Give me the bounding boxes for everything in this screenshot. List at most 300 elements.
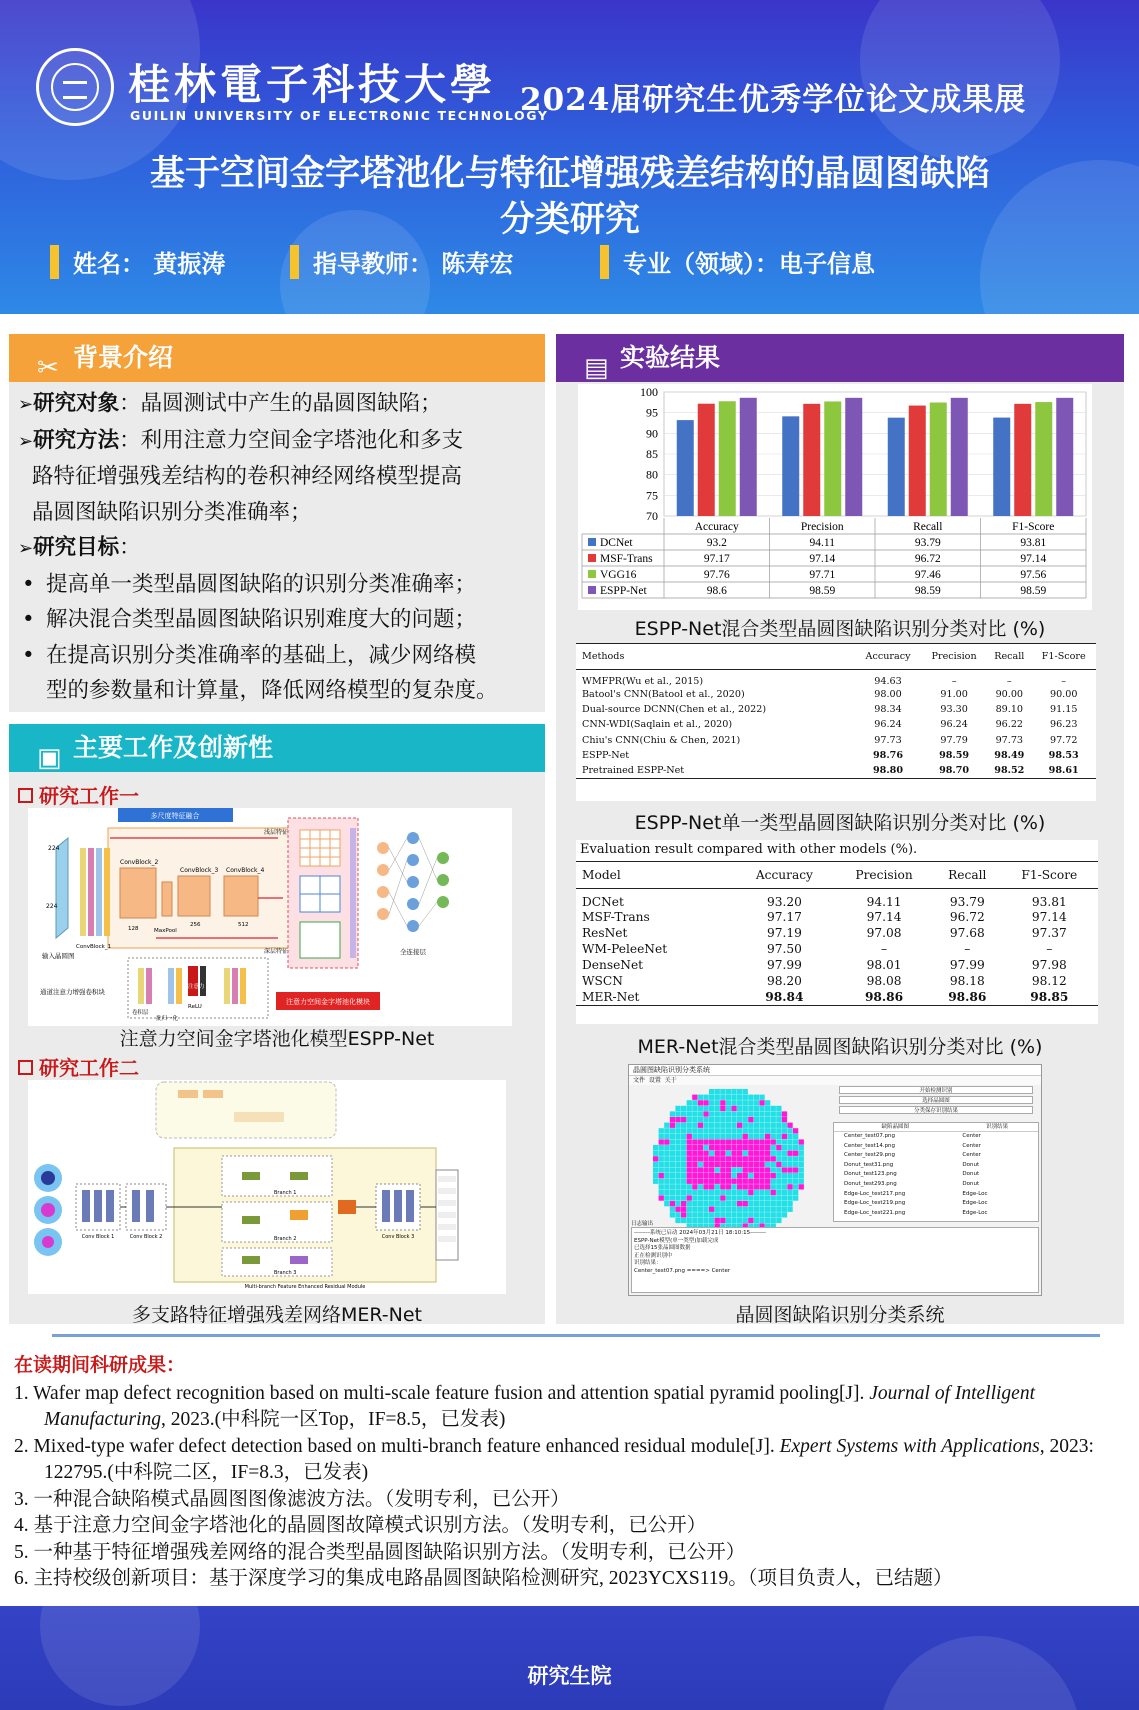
wafer-die bbox=[715, 1095, 720, 1100]
table-row bbox=[576, 989, 1098, 1005]
wafer-die bbox=[776, 1156, 781, 1161]
svg-text:Branch 2: Branch 2 bbox=[274, 1236, 297, 1242]
wafer-die bbox=[698, 1190, 703, 1195]
wafer-die bbox=[670, 1184, 675, 1189]
wafer-die bbox=[703, 1218, 708, 1223]
wafer-die bbox=[681, 1173, 686, 1178]
wafer-die bbox=[782, 1156, 787, 1161]
table-cell: 98.70 bbox=[921, 763, 987, 778]
svg-text:注意力空间金字塔池化模块: 注意力空间金字塔池化模块 bbox=[286, 998, 370, 1006]
wafer-die bbox=[709, 1173, 714, 1178]
wafer-die bbox=[765, 1201, 770, 1206]
university-name-en: GUILIN UNIVERSITY OF ELECTRONIC TECHNOLOGY bbox=[130, 108, 549, 123]
wafer-die bbox=[675, 1145, 680, 1150]
wafer-die bbox=[771, 1151, 776, 1156]
wafer-die bbox=[687, 1173, 692, 1178]
x-category-label: F1-Score bbox=[1012, 521, 1055, 533]
table-cell: 91.15 bbox=[1049, 704, 1078, 716]
wafer-die bbox=[737, 1162, 742, 1167]
author-info: 姓名： 黄振涛 bbox=[50, 244, 225, 282]
wafer-die bbox=[771, 1173, 776, 1178]
list-item[interactable]: Donut_test31.png Donut bbox=[844, 1161, 980, 1168]
table-cell: 98.49 bbox=[994, 749, 1025, 761]
table-cell: – bbox=[1006, 676, 1012, 687]
wafer-die bbox=[715, 1123, 720, 1128]
wafer-die bbox=[715, 1156, 720, 1161]
wafer-die bbox=[726, 1207, 731, 1212]
wafer-die bbox=[664, 1167, 669, 1172]
wafer-die bbox=[675, 1106, 680, 1111]
wafer-die bbox=[754, 1167, 759, 1172]
wafer-die bbox=[765, 1179, 770, 1184]
wafer-die bbox=[737, 1212, 742, 1217]
table-cell: 93.20 bbox=[766, 894, 802, 909]
table-cell: 89.10 bbox=[995, 704, 1024, 716]
wafer-die bbox=[737, 1151, 742, 1156]
data-label: 97.14 bbox=[1020, 553, 1047, 565]
wafer-die bbox=[737, 1184, 742, 1189]
y-tick-label: 85 bbox=[646, 447, 658, 461]
wafer-die bbox=[687, 1134, 692, 1139]
table-row bbox=[576, 670, 1096, 688]
wafer-die bbox=[659, 1167, 664, 1172]
wafer-die bbox=[731, 1123, 736, 1128]
data-label: 98.6 bbox=[706, 585, 727, 597]
system-ui-figure bbox=[628, 1064, 1042, 1296]
wafer-die bbox=[715, 1212, 720, 1217]
wafer-die bbox=[720, 1117, 725, 1122]
wafer-die bbox=[799, 1162, 804, 1167]
list-item[interactable]: Edge-Loc_test219.png Edge-Loc bbox=[844, 1200, 988, 1207]
select-wafer-button[interactable]: 选择晶圆图 bbox=[839, 1096, 1033, 1104]
bar-vgg16 bbox=[719, 401, 736, 516]
wafer-die bbox=[687, 1156, 692, 1161]
wafer-die bbox=[670, 1128, 675, 1133]
wafer-die bbox=[776, 1207, 781, 1212]
wafer-die bbox=[726, 1173, 731, 1178]
wafer-die bbox=[776, 1195, 781, 1200]
wafer-die bbox=[765, 1162, 770, 1167]
wafer-die bbox=[776, 1167, 781, 1172]
wafer-die bbox=[681, 1201, 686, 1206]
publication-item: 1. Wafer map defect recognition based on multi-scale feature fusion and attention spatial pyramid pooling[J]. Journal of Intelligent Manufacturing, 2023.(中科院一区Top，IF=8.5，已发表) bbox=[14, 1382, 1036, 1430]
wafer-die bbox=[787, 1207, 792, 1212]
wafer-die bbox=[709, 1218, 714, 1223]
wafer-die bbox=[748, 1195, 753, 1200]
log-label: 日志输出 bbox=[631, 1221, 654, 1227]
wafer-die bbox=[664, 1173, 669, 1178]
wafer-die bbox=[754, 1218, 759, 1223]
bar-msf-trans bbox=[1014, 404, 1031, 516]
wafer-die bbox=[726, 1195, 731, 1200]
wafer-die bbox=[793, 1184, 798, 1189]
wafer-die bbox=[731, 1201, 736, 1206]
wafer-die bbox=[675, 1190, 680, 1195]
wafer-die bbox=[709, 1184, 714, 1189]
wafer-die bbox=[765, 1117, 770, 1122]
wafer-die bbox=[675, 1134, 680, 1139]
wafer-die bbox=[709, 1162, 714, 1167]
wafer-die bbox=[776, 1179, 781, 1184]
wafer-die bbox=[743, 1117, 748, 1122]
start-detect-button[interactable]: 开始检测识别 bbox=[839, 1086, 1033, 1094]
poster-title-line2: 分类研究 bbox=[499, 200, 640, 240]
table-cell: 98.53 bbox=[1048, 749, 1079, 761]
wafer-die bbox=[737, 1117, 742, 1122]
table-cell: 97.37 bbox=[1031, 925, 1067, 940]
wafer-die bbox=[759, 1151, 764, 1156]
wafer-die bbox=[709, 1212, 714, 1217]
wafer-die bbox=[675, 1212, 680, 1217]
wafer-die bbox=[787, 1167, 792, 1172]
table-cell: 96.72 bbox=[949, 909, 985, 924]
table-header: Precision bbox=[834, 862, 934, 888]
svg-text:批归一化: 批归一化 bbox=[156, 1016, 179, 1022]
wafer-die bbox=[687, 1128, 692, 1133]
wafer-die bbox=[782, 1145, 787, 1150]
wafer-die bbox=[703, 1184, 708, 1189]
wafer-die bbox=[692, 1095, 697, 1100]
log-line: 识别结果： bbox=[634, 1260, 662, 1266]
wafer-die bbox=[759, 1117, 764, 1122]
wafer-die bbox=[664, 1190, 669, 1195]
wafer-die bbox=[692, 1100, 697, 1105]
data-label: 97.17 bbox=[703, 553, 730, 565]
table-cell: 97.99 bbox=[766, 958, 802, 973]
wafer-die bbox=[664, 1128, 669, 1133]
wafer-die bbox=[715, 1145, 720, 1150]
table-cell: 93.79 bbox=[949, 894, 985, 909]
wafer-die bbox=[759, 1179, 764, 1184]
wafer-die bbox=[776, 1128, 781, 1133]
wafer-die bbox=[670, 1111, 675, 1116]
wafer-die bbox=[799, 1139, 804, 1144]
wafer-die bbox=[675, 1173, 680, 1178]
wafer-die bbox=[787, 1128, 792, 1133]
list-item[interactable]: Center_test29.png Center bbox=[844, 1152, 981, 1159]
wafer-die bbox=[793, 1145, 798, 1150]
wafer-die bbox=[737, 1145, 742, 1150]
table-row bbox=[576, 957, 1098, 973]
wafer-die bbox=[681, 1212, 686, 1217]
wafer-die bbox=[715, 1173, 720, 1178]
wafer-die bbox=[698, 1106, 703, 1111]
wafer-die bbox=[759, 1218, 764, 1223]
list-item[interactable]: Edge-Loc_test217.png Edge-Loc bbox=[844, 1190, 988, 1197]
wafer-die bbox=[698, 1123, 703, 1128]
wafer-die bbox=[743, 1156, 748, 1161]
wafer-die bbox=[681, 1179, 686, 1184]
wafer-die bbox=[776, 1123, 781, 1128]
wafer-die bbox=[743, 1173, 748, 1178]
wafer-die bbox=[765, 1212, 770, 1217]
wafer-die bbox=[675, 1207, 680, 1212]
wafer-die bbox=[787, 1173, 792, 1178]
table-row bbox=[576, 763, 1096, 778]
table-row bbox=[576, 973, 1098, 989]
wafer-die bbox=[782, 1195, 787, 1200]
wafer-die bbox=[726, 1117, 731, 1122]
wafer-die bbox=[737, 1167, 742, 1172]
table-cell: 96.23 bbox=[1049, 719, 1078, 731]
wafer-die bbox=[664, 1123, 669, 1128]
wafer-die bbox=[731, 1095, 736, 1100]
table-header: Methods bbox=[576, 644, 855, 670]
legend-swatch bbox=[588, 570, 596, 578]
wafer-die bbox=[731, 1134, 736, 1139]
wafer-die bbox=[754, 1123, 759, 1128]
wafer-die bbox=[737, 1173, 742, 1178]
list-item[interactable]: Donut_test293.png Donut bbox=[844, 1180, 980, 1187]
wafer-die bbox=[743, 1190, 748, 1195]
table-row bbox=[576, 888, 1098, 909]
wafer-die bbox=[765, 1106, 770, 1111]
table-cell: Chiu's CNN(Chiu & Chen, 2021) bbox=[582, 734, 741, 746]
wafer-die bbox=[726, 1089, 731, 1094]
wafer-die bbox=[759, 1167, 764, 1172]
svg-text:224: 224 bbox=[46, 903, 58, 910]
wafer-die bbox=[776, 1212, 781, 1217]
wafer-die bbox=[771, 1145, 776, 1150]
wafer-die bbox=[715, 1184, 720, 1189]
list-item[interactable]: Center_test14.png Center bbox=[844, 1142, 981, 1149]
table-cell: 98.80 bbox=[855, 763, 921, 778]
wafer-die bbox=[698, 1173, 703, 1178]
svg-text:Multi-branch Feature Enhanced: Multi-branch Feature Enhanced Residual Module bbox=[244, 1284, 366, 1290]
wafer-die bbox=[759, 1201, 764, 1206]
wafer-die bbox=[659, 1190, 664, 1195]
wafer-die bbox=[759, 1095, 764, 1100]
wafer-die bbox=[715, 1167, 720, 1172]
wafer-die bbox=[771, 1162, 776, 1167]
wafer-die bbox=[771, 1106, 776, 1111]
wafer-die bbox=[687, 1106, 692, 1111]
wafer-die bbox=[698, 1095, 703, 1100]
wafer-die bbox=[754, 1128, 759, 1133]
wafer-die bbox=[737, 1179, 742, 1184]
table-cell: 97.50 bbox=[766, 941, 802, 956]
svg-text:ConvBlock_4: ConvBlock_4 bbox=[226, 867, 265, 874]
wafer-die bbox=[754, 1134, 759, 1139]
wafer-die bbox=[771, 1190, 776, 1195]
wafer-die bbox=[776, 1184, 781, 1189]
wafer-die bbox=[782, 1173, 787, 1178]
wafer-die bbox=[782, 1123, 787, 1128]
wafer-die bbox=[771, 1179, 776, 1184]
goal-item: • 提高单一类型晶圆图缺陷的识别分类准确率； bbox=[18, 567, 546, 603]
maxpool-layer bbox=[162, 882, 172, 916]
wafer-die bbox=[726, 1106, 731, 1111]
wafer-die bbox=[720, 1139, 725, 1144]
wafer-die bbox=[754, 1111, 759, 1116]
table-cell: 98.76 bbox=[872, 749, 904, 761]
background-text: ➢研究对象：晶圆测试中产生的晶圆图缺陷； ➢研究方法：利用注意力空间金字塔池化和多支 路特征增强残差结构的卷积神经网络模型提高 晶圆图缺陷识别分类准确率； ➢研究目标： • 提高单一类型晶圆图缺陷的识别分类准确率； • 解决混合类型晶圆图缺陷识别难度大的问题； • 在提高识别分类准确率的基础上，减少网络模 型的参数量和计算量，降低网络模型的复杂度。 bbox=[18, 386, 546, 709]
mer-net-figure bbox=[28, 1080, 506, 1294]
wafer-die bbox=[787, 1201, 792, 1206]
wafer-die bbox=[782, 1184, 787, 1189]
wafer-die bbox=[743, 1111, 748, 1116]
wafer-die bbox=[731, 1190, 736, 1195]
wafer-die bbox=[759, 1173, 764, 1178]
wafer-die bbox=[743, 1139, 748, 1144]
legend-swatch bbox=[588, 538, 596, 546]
wafer-die bbox=[765, 1156, 770, 1161]
wafer-die bbox=[692, 1117, 697, 1122]
wafer-die bbox=[787, 1195, 792, 1200]
list-item[interactable]: Donut_test123.png Donut bbox=[844, 1171, 980, 1178]
wafer-die bbox=[765, 1100, 770, 1105]
wafer-die bbox=[759, 1156, 764, 1161]
result-list[interactable] bbox=[833, 1122, 1039, 1222]
table-cell: 97.79 bbox=[940, 734, 968, 746]
log-line: 正在检测识别中 bbox=[634, 1252, 673, 1259]
wafer-die bbox=[776, 1190, 781, 1195]
wafer-die bbox=[765, 1145, 770, 1150]
wafer-die bbox=[670, 1201, 675, 1206]
wafer-die bbox=[765, 1139, 770, 1144]
conv-layer bbox=[104, 848, 110, 936]
wafer-die bbox=[670, 1173, 675, 1178]
wafer-die bbox=[754, 1201, 759, 1206]
wafer-die bbox=[765, 1151, 770, 1156]
wafer-die bbox=[754, 1179, 759, 1184]
wafer-die bbox=[754, 1145, 759, 1150]
legend-swatch bbox=[588, 554, 596, 562]
wafer-die bbox=[670, 1145, 675, 1150]
svg-text:ConvBlock_2: ConvBlock_2 bbox=[120, 859, 159, 866]
wafer-die bbox=[703, 1100, 708, 1105]
svg-text:224: 224 bbox=[48, 845, 60, 852]
wafer-die bbox=[748, 1212, 753, 1217]
wafer-die bbox=[799, 1167, 804, 1172]
wafer-die bbox=[698, 1100, 703, 1105]
wafer-die bbox=[754, 1184, 759, 1189]
x-category-label: Precision bbox=[800, 521, 844, 533]
poster-title-line1: 基于空间金字塔池化与特征增强残差结构的晶圆图缺陷 bbox=[149, 154, 990, 194]
wafer-die bbox=[748, 1151, 753, 1156]
wafer-die bbox=[782, 1201, 787, 1206]
wafer-die bbox=[793, 1162, 798, 1167]
wafer-die bbox=[692, 1106, 697, 1111]
briefcase-icon: ▣ bbox=[37, 743, 62, 773]
wafer-die bbox=[731, 1218, 736, 1223]
wafer-die bbox=[765, 1190, 770, 1195]
wafer-die bbox=[653, 1173, 658, 1178]
data-label: 97.14 bbox=[809, 553, 836, 565]
wafer-die bbox=[771, 1201, 776, 1206]
wafer-die bbox=[737, 1139, 742, 1144]
wafer-die bbox=[726, 1111, 731, 1116]
wafer-die bbox=[670, 1134, 675, 1139]
table-cell: 91.00 bbox=[940, 689, 968, 701]
table-row bbox=[576, 717, 1096, 732]
wafer-die bbox=[748, 1128, 753, 1133]
wafer-die bbox=[731, 1100, 736, 1105]
wafer-die bbox=[759, 1111, 764, 1116]
wafer-die bbox=[771, 1123, 776, 1128]
wafer-die bbox=[771, 1195, 776, 1200]
wafer-die bbox=[692, 1173, 697, 1178]
table-cell: 98.86 bbox=[834, 989, 934, 1005]
wafer-die bbox=[748, 1173, 753, 1178]
wafer-die bbox=[692, 1167, 697, 1172]
table-header: Recall bbox=[934, 862, 1001, 888]
wafer-die bbox=[776, 1145, 781, 1150]
table-cell: 97.73 bbox=[874, 734, 902, 746]
list-item[interactable]: Edge-Loc_test221.png Edge-Loc bbox=[844, 1209, 988, 1216]
wafer-die bbox=[759, 1195, 764, 1200]
wafer-die bbox=[715, 1195, 720, 1200]
wafer-die bbox=[748, 1145, 753, 1150]
wafer-die bbox=[765, 1195, 770, 1200]
table-cell: Batool's CNN(Batool et al., 2020) bbox=[582, 689, 745, 701]
wafer-die bbox=[748, 1139, 753, 1144]
wafer-die bbox=[687, 1195, 692, 1200]
wafer-die bbox=[748, 1190, 753, 1195]
results-heading: ▤ 实验结果 bbox=[556, 334, 1124, 382]
wafer-die bbox=[659, 1134, 664, 1139]
work1-caption: 注意力空间金字塔池化模型ESPP-Net bbox=[119, 1028, 435, 1050]
wafer-die bbox=[692, 1162, 697, 1167]
bar-chart-figure bbox=[578, 384, 1092, 610]
wafer-die bbox=[659, 1128, 664, 1133]
wafer-die bbox=[787, 1139, 792, 1144]
wafer-die bbox=[698, 1184, 703, 1189]
system-menu: 文件 设置 关于 bbox=[629, 1076, 1041, 1085]
wafer-die bbox=[720, 1123, 725, 1128]
wafer-die bbox=[681, 1111, 686, 1116]
table-cell: 98.12 bbox=[1031, 974, 1067, 989]
wafer-die bbox=[765, 1167, 770, 1172]
wafer-die bbox=[698, 1212, 703, 1217]
table-cell: CNN-WDI(Saqlain et al., 2020) bbox=[582, 719, 733, 731]
wafer-die bbox=[754, 1139, 759, 1144]
table-cell: DenseNet bbox=[582, 958, 644, 973]
wafer-die bbox=[726, 1100, 731, 1105]
wafer-die bbox=[754, 1207, 759, 1212]
wafer-die bbox=[687, 1117, 692, 1122]
wafer-die bbox=[692, 1123, 697, 1128]
svg-text:深层特征: 深层特征 bbox=[264, 948, 289, 955]
table-cell: 98.85 bbox=[1001, 989, 1098, 1005]
wafer-die bbox=[692, 1190, 697, 1195]
wafer-die bbox=[681, 1123, 686, 1128]
table-cell: MER-Net bbox=[576, 989, 735, 1005]
table-cell: 98.61 bbox=[1031, 763, 1096, 778]
wafer-die bbox=[681, 1218, 686, 1223]
list-item[interactable]: Center_test07.png Center bbox=[844, 1133, 981, 1139]
wafer-die bbox=[737, 1095, 742, 1100]
wafer-die bbox=[675, 1151, 680, 1156]
wafer-die bbox=[759, 1100, 764, 1105]
wafer-die bbox=[715, 1089, 720, 1094]
goal-item-cont: 型的参数量和计算量，降低网络模型的复杂度。 bbox=[46, 678, 498, 703]
wafer-die bbox=[731, 1106, 736, 1111]
wafer-die bbox=[720, 1145, 725, 1150]
wafer-die bbox=[793, 1156, 798, 1161]
table-cell: 97.08 bbox=[866, 925, 902, 940]
table-cell: MSF-Trans bbox=[582, 909, 650, 924]
wafer-die bbox=[743, 1106, 748, 1111]
wafer-die bbox=[793, 1190, 798, 1195]
save-results-button[interactable]: 分类保存识别结果 bbox=[839, 1106, 1033, 1114]
wafer-die bbox=[799, 1151, 804, 1156]
conv-layer bbox=[80, 848, 86, 936]
wafer-die bbox=[715, 1139, 720, 1144]
wafer-die bbox=[754, 1100, 759, 1105]
table-cell: – bbox=[951, 676, 957, 687]
wafer-die bbox=[659, 1195, 664, 1200]
